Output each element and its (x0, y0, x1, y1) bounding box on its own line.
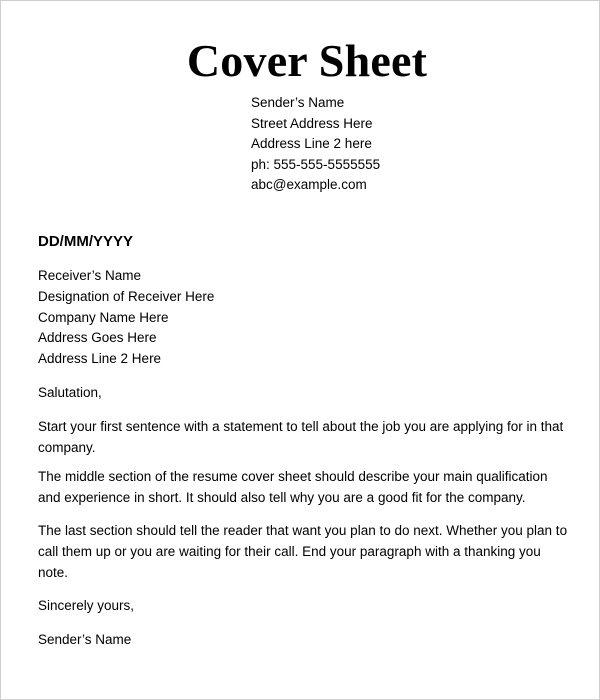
sender-phone: ph: 555-555-5555555 (251, 156, 381, 172)
receiver-address-line-2: Address Line 2 Here (38, 351, 162, 367)
page-title: Cover Sheet (186, 35, 428, 86)
sender-street: Street Address Here (251, 115, 373, 131)
body-paragraph-2: The middle section of the resume cover sheet should describe your main qualification and experience in short. It should also tell why you are a good fit for the company. (38, 469, 548, 505)
receiver-address-line-1: Address Goes Here (38, 330, 157, 346)
sender-name: Sender’s Name (251, 95, 345, 110)
sender-address-line-2: Address Line 2 here (251, 136, 372, 152)
body-paragraph-1: Start your first sentence with a statement to tell about the job you are applying for in that company. (38, 419, 564, 455)
body-paragraph-3: The last section should tell the reader that want you plan to do next. Whether you plan to call them up or you are waiting for their call. End your paragraph with a thanking you note. (38, 523, 568, 580)
letter-date: DD/MM/YYYY (38, 233, 134, 250)
receiver-designation: Designation of Receiver Here (38, 288, 215, 304)
closing: Sincerely yours, (38, 598, 135, 613)
signature: Sender’s Name (38, 632, 132, 647)
salutation: Salutation, (38, 385, 102, 400)
receiver-address-block (38, 266, 214, 370)
sender-email: abc@example.com (251, 177, 367, 193)
receiver-company: Company Name Here (38, 309, 169, 325)
sender-address-block (251, 93, 380, 196)
receiver-name: Receiver’s Name (38, 268, 142, 283)
